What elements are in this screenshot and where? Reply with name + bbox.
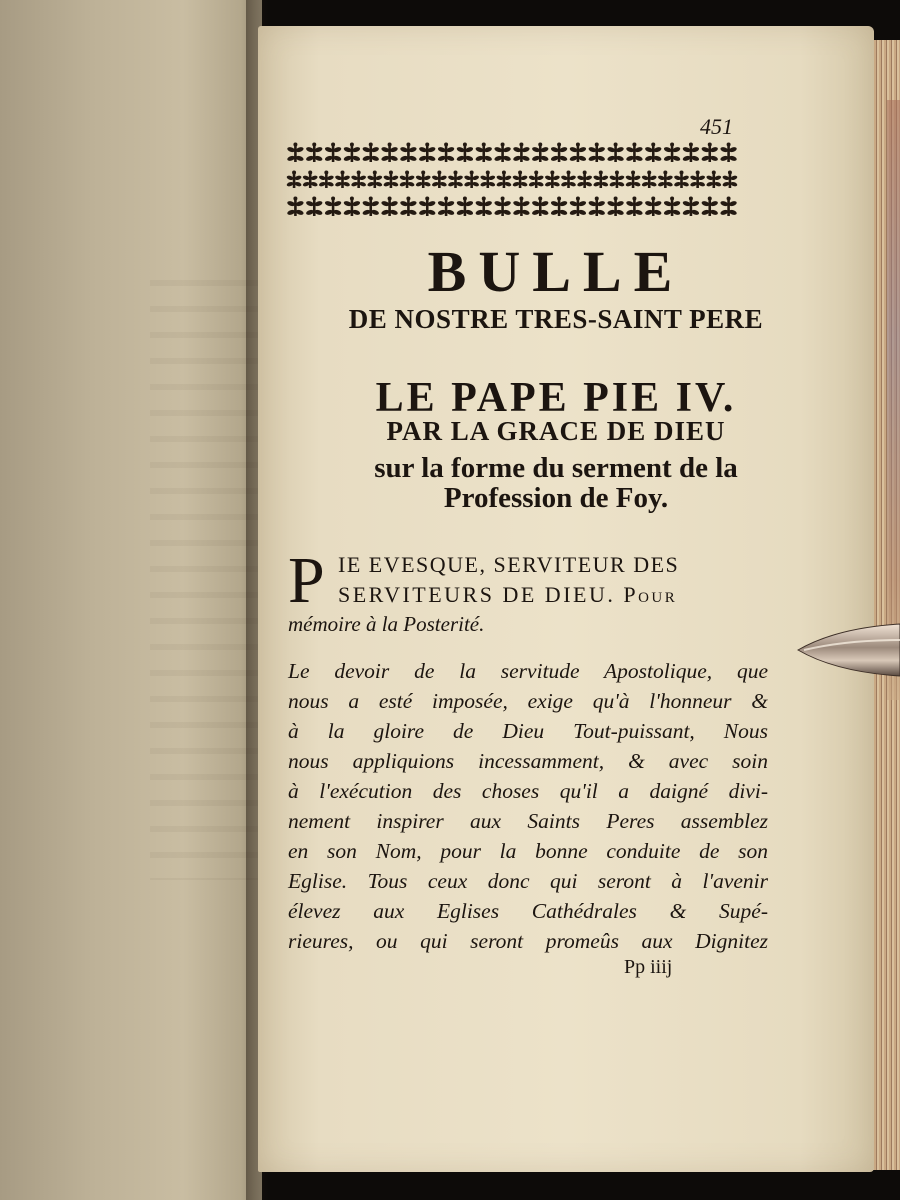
fleuron-glyph [448,171,464,189]
fleuron-glyph [464,171,480,189]
fleuron-glyph [607,143,625,163]
fleuron-glyph [475,197,493,217]
drop-cap: P [288,544,325,617]
opening-line-3: mémoire à la Posterité. [288,612,485,636]
fleuron-glyph [674,171,690,189]
title-line-3: LE PAPE PIE IV. [375,375,737,421]
title-line-5: sur la forme du serment de la [374,452,738,484]
fleuron-glyph [286,171,302,189]
opening-line-1: IE EVESQUE, SERVITEUR DES [338,552,680,577]
fleuron-glyph [701,143,719,163]
ornamental-headpiece [286,138,738,224]
fleuron-glyph [644,143,662,163]
title-line-2: DE NOSTRE TRES-SAINT PERE [348,304,764,334]
fleuron-glyph [494,143,512,163]
fleuron-glyph [324,197,342,217]
fleuron-glyph [626,143,644,163]
fleuron-glyph [480,171,496,189]
fleuron-glyph [528,171,544,189]
fleuron-glyph [657,171,673,189]
body-line: en son Nom, pour la bonne conduite de son [288,839,768,863]
fleuron-glyph [569,143,587,163]
fleuron-glyph [343,197,361,217]
fleuron-glyph [367,171,383,189]
body-line: Eglise. Tous ceux donc qui seront à l'avenir [288,869,768,893]
fleuron-glyph [305,143,323,163]
fleuron-glyph [569,197,587,217]
body-paragraph [288,656,768,956]
fleuron-glyph [607,197,625,217]
body-line: élevez aux Eglises Cathédrales & Supé- [288,899,768,923]
fleuron-glyph [335,171,351,189]
fleuron-glyph [351,171,367,189]
facing-left-page [0,0,262,1200]
fleuron-glyph [626,197,644,217]
fleuron-glyph [418,143,436,163]
title-line-4: PAR LA GRACE DE DIEU [386,416,726,446]
fleuron-glyph [287,143,305,163]
fleuron-glyph [531,197,549,217]
fleuron-glyph [343,143,361,163]
body-line: nous appliquions incessamment, & avec soin [288,749,768,773]
page-number: 451 [700,114,733,139]
book-page [258,26,874,1172]
fleuron-glyph [362,143,380,163]
fleuron-glyph [456,197,474,217]
fleuron-glyph [496,171,512,189]
fleuron-glyph [456,143,474,163]
title-bulle: BULLE [427,239,685,304]
body-line: nous a esté imposée, exige qu'à l'honneur & [288,689,768,713]
fleuron-glyph [544,171,560,189]
metal-page-clip [796,618,900,682]
fleuron-glyph [494,197,512,217]
fleuron-glyph [682,143,700,163]
fleuron-glyph [513,197,531,217]
fleuron-glyph [415,171,431,189]
fleuron-glyph [644,197,662,217]
fleuron-glyph [400,143,418,163]
signature-mark: Pp iiij [624,956,673,978]
fleuron-glyph [437,197,455,217]
fleuron-glyph [305,197,323,217]
fleuron-glyph [722,171,738,189]
fleuron-glyph [318,171,334,189]
fleuron-glyph [720,197,738,217]
fleuron-glyph [706,171,722,189]
fleuron-glyph [362,197,380,217]
fleuron-glyph [531,143,549,163]
body-line: à la gloire de Dieu Tout-puissant, Nous [288,719,768,743]
opening-line-2: SERVITEURS DE DIEU. Pour [338,582,678,607]
body-line: à l'exécution des choses qu'il a daigné divi- [288,779,768,803]
fleuron-glyph [577,171,593,189]
fleuron-glyph [381,143,399,163]
fleuron-glyph [561,171,577,189]
fleuron-glyph [550,197,568,217]
fleuron-glyph [625,171,641,189]
fleuron-glyph [399,171,415,189]
fleuron-glyph [418,197,436,217]
fleuron-glyph [720,143,738,163]
fleuron-glyph [383,171,399,189]
edge-tint [887,100,900,700]
fleuron-glyph [512,171,528,189]
fleuron-glyph [663,143,681,163]
fleuron-glyph [682,197,700,217]
fleuron-glyph [641,171,657,189]
body-line: rieures, ou qui seront promeûs aux Dignitez [288,929,768,953]
fleuron-glyph [550,143,568,163]
body-line: Le devoir de la servitude Apostolique, que [288,659,768,683]
fleuron-glyph [381,197,399,217]
body-line: nement inspirer aux Saints Peres assemblez [288,809,768,833]
fleuron-glyph [588,143,606,163]
fleuron-glyph [663,197,681,217]
title-line-6: Profession de Foy. [443,482,669,514]
fleuron-glyph [593,171,609,189]
fleuron-glyph [287,197,305,217]
fleuron-glyph [324,143,342,163]
fleuron-glyph [437,143,455,163]
fleuron-glyph [588,197,606,217]
fleuron-glyph [475,143,493,163]
fleuron-glyph [400,197,418,217]
fleuron-glyph [701,197,719,217]
fleuron-glyph [690,171,706,189]
fleuron-glyph [609,171,625,189]
fleuron-glyph [302,171,318,189]
fleuron-glyph [431,171,447,189]
fleuron-glyph [513,143,531,163]
